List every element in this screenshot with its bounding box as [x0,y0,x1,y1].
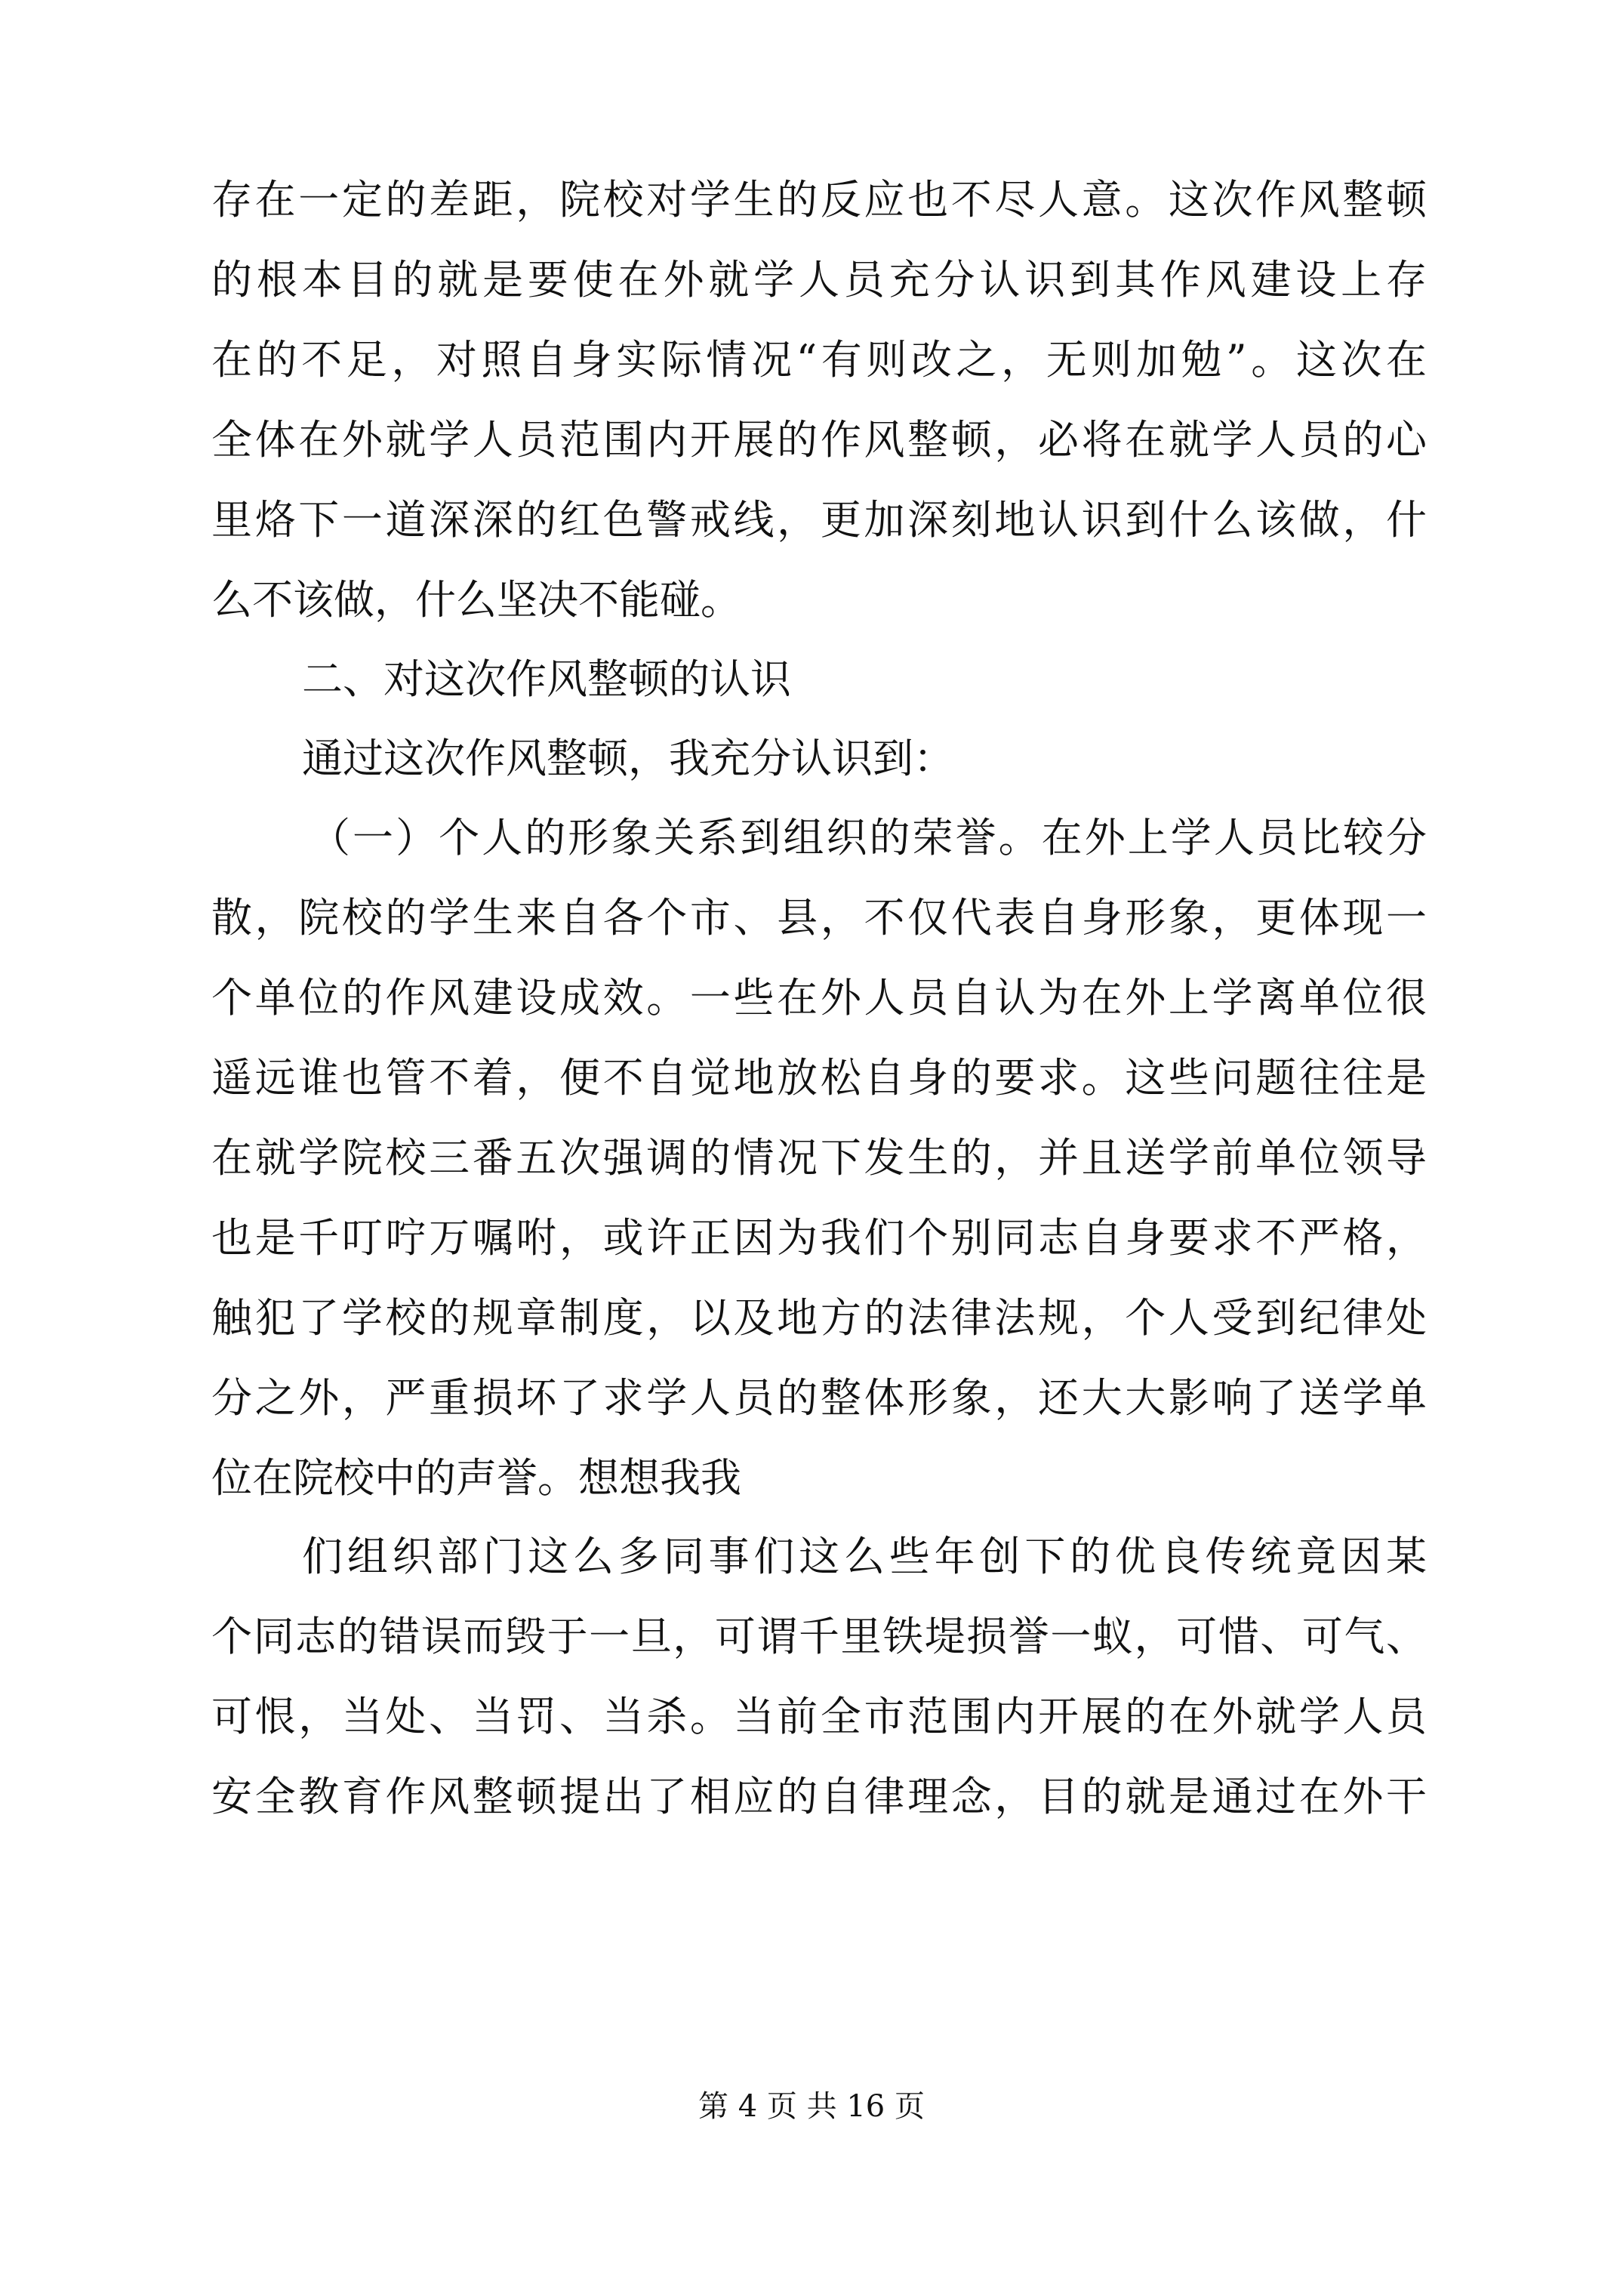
text-line: 存在一定的差距，院校对学生的反应也不尽人意。这次作风整顿 [211,176,1427,223]
text-line: 的根本目的就是要使在外就学人员充分认识到其作风建设上存 [211,256,1427,304]
text-line: 在就学院校三番五次强调的情况下发生的，并且送学前单位领导 [211,1134,1427,1182]
text-line: 也是千叮咛万嘱咐，或许正因为我们个别同志自身要求不严格， [211,1214,1427,1262]
text-line: 在的不足，对照自身实际情况“有则改之，无则加勉”。这次在 [211,336,1427,384]
text-line: 可恨，当处、当罚、当杀。当前全市范围内开展的在外就学人员 [211,1693,1427,1740]
text-line: 通过这次作风整顿，我充分认识到： [302,735,954,782]
section-heading: 二、对这次作风整顿的认识 [302,655,791,703]
text-line: 个同志的错误而毁于一旦，可谓千里铁堤损誉一蚁，可惜、可气、 [211,1613,1427,1660]
text-line: 们组织部门这么多同事们这么些年创下的优良传统竟因某 [302,1533,1427,1580]
text-line: 么不该做，什么坚决不能碰。 [211,576,741,624]
text-line: （一）个人的形象关系到组织的荣誉。在外上学人员比较分 [310,814,1427,861]
text-line: 触犯了学校的规章制度，以及地方的法律法规，个人受到纪律处 [211,1294,1427,1342]
text-line: 全体在外就学人员范围内开展的作风整顿，必将在就学人员的心 [211,416,1427,464]
text-line: 分之外，严重损坏了求学人员的整体形象，还大大影响了送学单 [211,1374,1427,1422]
text-line: 位在院校中的声誉。想想我我 [211,1454,741,1502]
page-number-footer: 第 4 页 共 16 页 [698,2089,925,2124]
text-line: 散，院校的学生来自各个市、县，不仅代表自身形象，更体现一 [211,894,1427,942]
text-line: 安全教育作风整顿提出了相应的自律理念，目的就是通过在外干 [211,1773,1427,1820]
text-line: 里烙下一道深深的红色警戒线，更加深刻地认识到什么该做，什 [211,496,1427,544]
text-line: 遥远谁也管不着，便不自觉地放松自身的要求。这些问题往往是 [211,1054,1427,1102]
text-line: 个单位的作风建设成效。一些在外人员自认为在外上学离单位很 [211,974,1427,1022]
